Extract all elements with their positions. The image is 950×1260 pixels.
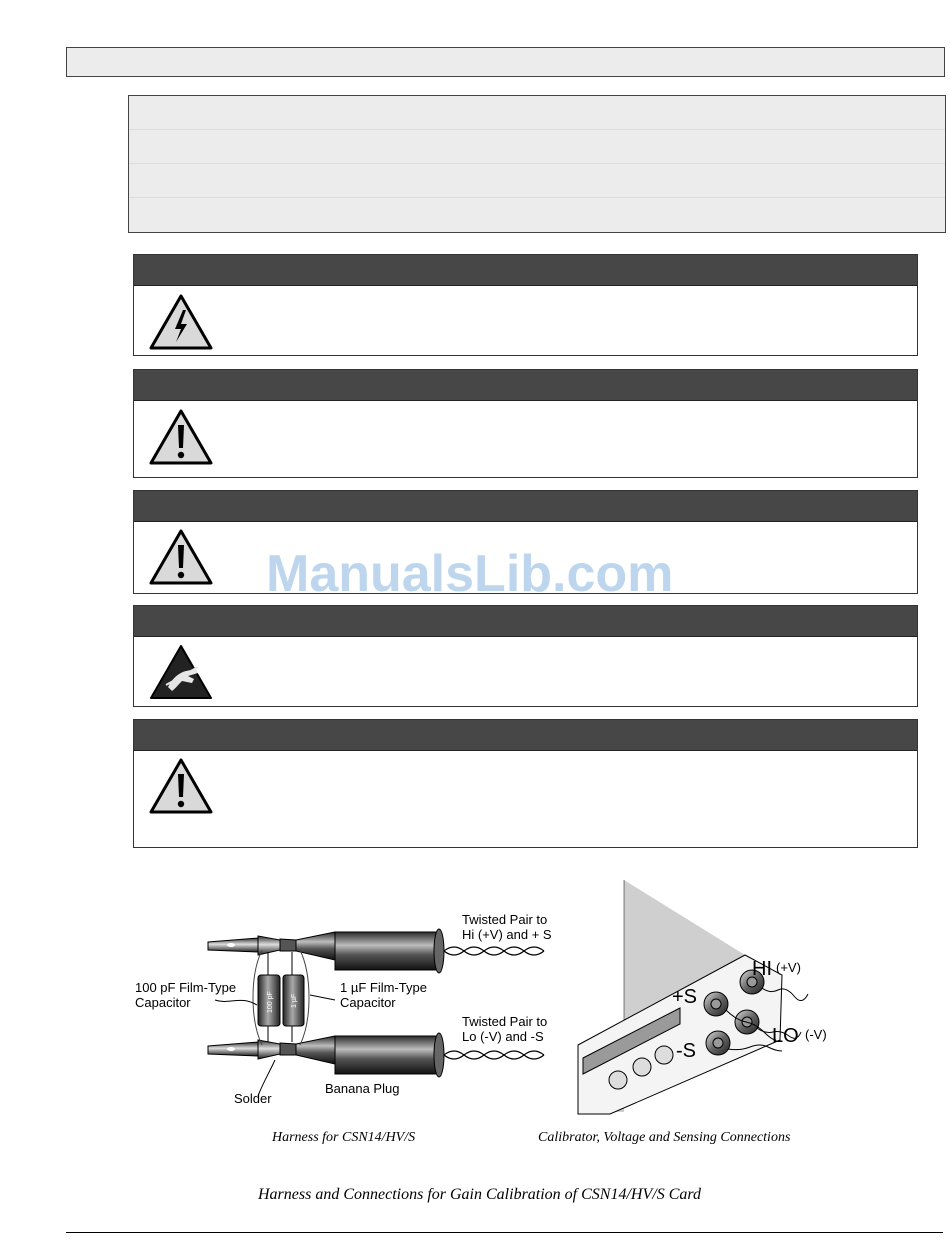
binding-post-minus-s (706, 1031, 730, 1055)
footer-rule (66, 1232, 943, 1233)
capacitor-1uf (283, 952, 304, 1042)
label-plus-s: +S (672, 986, 698, 1008)
label-solder: Solder (234, 1091, 272, 1106)
label-hi: HI (752, 958, 772, 980)
cap-100pf-marking: 100 pF (267, 991, 274, 1013)
figure-caption: Harness and Connections for Gain Calibration of CSN14/HV/S Card (258, 1186, 701, 1203)
caption-calibrator: Calibrator, Voltage and Sensing Connections (538, 1130, 791, 1145)
label-lo-sub: (-V) (805, 1027, 827, 1042)
label-twisted-pair-hi: Twisted Pair to Hi (+V) and + S (462, 912, 552, 942)
caption-harness: Harness for CSN14/HV/S (272, 1130, 416, 1145)
label-lo: LO (772, 1025, 799, 1047)
label-banana-plug: Banana Plug (325, 1081, 400, 1096)
label-minus-s: -S (676, 1040, 696, 1062)
label-twisted-pair-lo: Twisted Pair to Lo (-V) and -S (462, 1014, 548, 1044)
twisted-pair-upper (444, 947, 544, 955)
binding-post-plus-s (704, 992, 728, 1016)
banana-plug-lower (208, 1033, 444, 1077)
label-cap-1uf: 1 µF Film-Type Capacitor (340, 980, 427, 1010)
twisted-pair-lower (444, 1051, 544, 1059)
label-hi-sub: (+V) (776, 960, 801, 975)
capacitor-100pf (258, 952, 280, 1042)
watermark: ManualsLib.com (266, 545, 674, 603)
cap-1uf-marking: 1 µF (291, 993, 298, 1008)
banana-plug-upper (208, 929, 444, 973)
label-cap-100pf: 100 pF Film-Type Capacitor (135, 980, 237, 1010)
